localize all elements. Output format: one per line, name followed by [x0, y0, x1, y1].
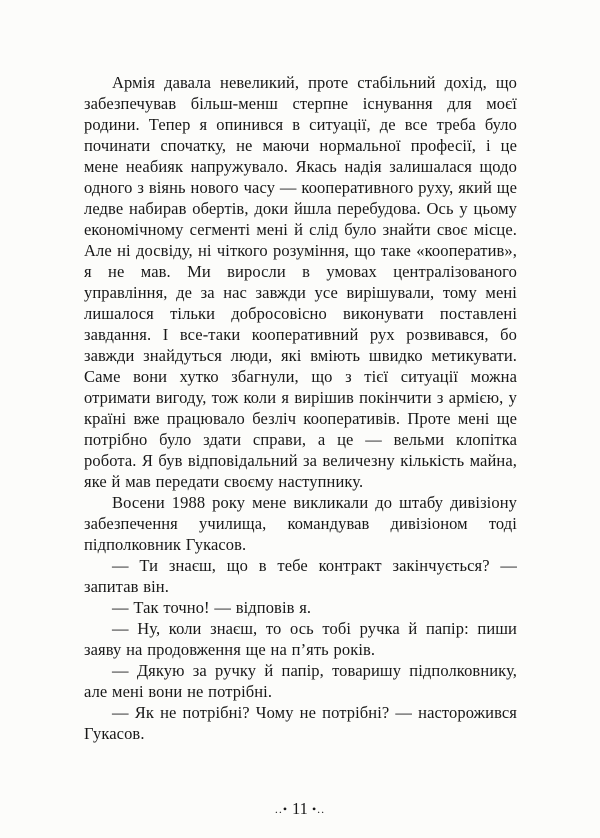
page-footer [0, 799, 600, 820]
dialogue-line-decline: — Дякую за ручку й папір, товаришу підполковнику, але мені вони не потрібні. [84, 661, 517, 701]
paragraph-autumn-1988: Восени 1988 року мене викликали до штабу дивізіону забезпечення училища, командував дивізіоном тоді підполковник Гукасов. [84, 493, 517, 554]
dialogue-line-surprised-reply: — Як не потрібні? Чому не потрібні? — насторожився Гукасов. [84, 703, 517, 743]
paragraph-army-income: Армія давала невеликий, проте стабільний дохід, що забезпечував більш-менш стерпне існування для моєї родини. Тепер я опинився в ситуації, де все треба було починати спочатку, не маючи нормальної професії, і це мене неабияк напружувало. Якась надія залишалася щодо одного з віянь нового часу — кооперативного руху, який ще ледве набирав обертів, доки йшла перебудова. Ось у цьому економічному сегменті мені й слід було знайти своє місце. Але ні досвіду, ні чіткого розуміння, що таке «кооператив», я не мав. Ми виросли в умовах централізованого управління, де за нас завжди усе вирішували, тому мені лишалося тільки добросовісно виконувати поставлені завдання. І все-таки кооперативний рух розвивався, бо завжди знайдуться люди, які вміють швидко метикувати. Саме вони хутко збагнули, що з тієї ситуації можна отримати вигоду, тож коли я вирішив покінчити з армією, у країні вже працювало безліч кооперативів. Проте мені ще потрібно було здати справи, а це — вельми клопітка робота. Я був відповідальний за величезну кількість майна, яке й мав передати своєму наступнику. [84, 73, 517, 491]
dialogue-line-affirmative: — Так точно! — відповів я. [112, 598, 312, 617]
dialogue-line-contract-question: — Ти знаєш, що в тебе контракт закінчується? — запитав він. [84, 556, 517, 596]
book-page-text-block [84, 72, 517, 744]
dialogue-line-pen-and-paper-offer: — Ну, коли знаєш, то ось тобі ручка й папір: пиши заяву на продовження ще на п’ять років. [84, 619, 517, 659]
footer-ornament-right: •.. [311, 802, 326, 816]
page-number: 11 [292, 799, 308, 818]
footer-ornament-left: ..• [274, 802, 289, 816]
